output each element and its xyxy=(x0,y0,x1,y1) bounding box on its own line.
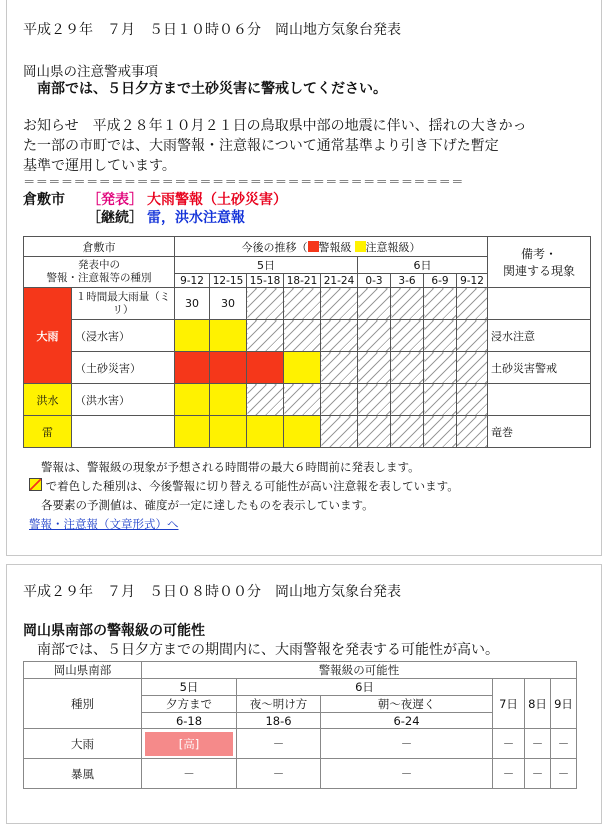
type-label: 種別 xyxy=(24,679,142,729)
no-data-cell xyxy=(358,352,391,384)
possibility-table xyxy=(23,661,577,789)
no-data-cell xyxy=(391,352,424,384)
rainfall-value-cell: 30 xyxy=(210,288,247,320)
element-subtype-label xyxy=(72,416,175,448)
note-warning-timing: 警報は、警報級の現象が予想される時間帯の最大６時間前に発表します。 xyxy=(41,460,420,474)
advisory-level-cell xyxy=(247,416,284,448)
possibility-cell: － xyxy=(493,759,525,789)
remarks-header: 備考・ 関連する現象 xyxy=(488,237,591,288)
notice-line-1: お知らせ 平成２８年１０月２１日の鳥取県中部の地震に伴い、揺れの大きかっ xyxy=(23,118,527,134)
time-slot-header: 9-12 xyxy=(175,274,210,288)
possibility-bulletin-panel xyxy=(6,564,602,824)
no-data-cell xyxy=(457,320,488,352)
possibility-cell xyxy=(142,729,237,759)
separator: ＝＝＝＝＝＝＝＝＝＝＝＝＝＝＝＝＝＝＝＝＝＝＝＝＝＝＝＝＝＝＝＝＝＝＝ xyxy=(23,174,464,189)
bulletin-headline: 南部では、５日夕方まで土砂災害に警戒してください。 xyxy=(23,81,387,97)
range-night: 18-6 xyxy=(237,713,321,729)
time-slot-header: 9-12 xyxy=(457,274,488,288)
bulletin-header: 平成２９年 ７月 ５日１０時０６分 岡山地方気象台発表 xyxy=(23,22,401,38)
t2-day6: 6日 xyxy=(237,679,493,696)
t2-day7: 7日 xyxy=(493,679,525,729)
bulletin-subtitle: 岡山県の注意警戒事項 xyxy=(23,64,158,80)
no-data-cell xyxy=(321,288,358,320)
text-format-link[interactable]: 警報・注意報（文章形式）へ xyxy=(29,517,179,531)
day6-header: 6日 xyxy=(358,257,488,274)
no-data-cell xyxy=(457,352,488,384)
possibility-cell: － xyxy=(525,729,551,759)
no-data-cell xyxy=(424,384,457,416)
no-data-cell xyxy=(391,288,424,320)
element-subtype-label: （浸水害） xyxy=(72,320,175,352)
element-subtype-label: １時間最大雨量（ミリ） xyxy=(72,288,175,320)
no-data-cell xyxy=(321,320,358,352)
no-data-cell xyxy=(391,384,424,416)
period-night: 夜～明け方 xyxy=(237,696,321,713)
no-data-cell xyxy=(247,288,284,320)
no-data-cell xyxy=(284,288,321,320)
no-data-cell xyxy=(247,320,284,352)
day5-header: 5日 xyxy=(175,257,358,274)
warning-level-cell xyxy=(210,352,247,384)
time-slot-header: 18-21 xyxy=(284,274,321,288)
time-slot-header: 0-3 xyxy=(358,274,391,288)
time-slot-header: 3-6 xyxy=(391,274,424,288)
time-slot-header: 6-9 xyxy=(424,274,457,288)
advisory-level-cell xyxy=(175,320,210,352)
no-data-cell xyxy=(358,320,391,352)
no-data-cell xyxy=(358,384,391,416)
possibility-header: 警報級の可能性 xyxy=(142,662,577,679)
upgrade-swatch-icon xyxy=(29,478,42,491)
no-data-cell xyxy=(457,384,488,416)
no-data-cell xyxy=(457,288,488,320)
region-label: 岡山県南部 xyxy=(24,662,142,679)
possibility-cell: － xyxy=(493,729,525,759)
rainfall-value-cell: 30 xyxy=(175,288,210,320)
possibility-cell: － xyxy=(321,759,493,789)
note-colored-types: で着色した種別は、今後警報に切り替える可能性が高い注意報を表しています。 xyxy=(29,478,459,494)
element-subtype-label: （土砂災害） xyxy=(72,352,175,384)
no-data-cell xyxy=(391,416,424,448)
possibility-summary: 南部では、５日夕方までの期間内に、大雨警報を発表する可能性が高い。 xyxy=(23,642,499,658)
remark-cell: 竜巻 xyxy=(488,416,591,448)
remark-cell: 土砂災害警戒 xyxy=(488,352,591,384)
range-evening: 6-18 xyxy=(142,713,237,729)
issued-tag: ［発表］ xyxy=(87,192,143,208)
thunder-label: 雷 xyxy=(24,416,72,448)
corner-city: 倉敷市 xyxy=(24,237,175,257)
bulletin2-header: 平成２９年 ７月 ５日０８時００分 岡山地方気象台発表 xyxy=(23,584,401,600)
notice-line-2: た一部の市町では、大雨警報・注意報について通常基準より引き下げた暫定 xyxy=(23,138,499,154)
possibility-cell: － xyxy=(237,759,321,789)
no-data-cell xyxy=(358,416,391,448)
possibility-cell: － xyxy=(525,759,551,789)
no-data-cell xyxy=(321,384,358,416)
no-data-cell xyxy=(321,416,358,448)
phenomenon-label: 暴風 xyxy=(24,759,142,789)
possibility-cell: － xyxy=(237,729,321,759)
continued-tag: ［継続］ xyxy=(87,210,143,226)
warning-timeline-table xyxy=(23,236,591,448)
possibility-title: 岡山県南部の警報級の可能性 xyxy=(23,623,205,639)
no-data-cell xyxy=(457,416,488,448)
t2-day8: 8日 xyxy=(525,679,551,729)
time-slot-header: 21-24 xyxy=(321,274,358,288)
no-data-cell xyxy=(424,416,457,448)
element-subtype-label: （洪水害） xyxy=(72,384,175,416)
possibility-cell: － xyxy=(551,729,577,759)
remark-cell: 浸水注意 xyxy=(488,320,591,352)
phenomenon-label: 大雨 xyxy=(24,729,142,759)
advisory-level-cell xyxy=(284,352,321,384)
no-data-cell xyxy=(284,384,321,416)
high-possibility-badge: [高] xyxy=(145,732,233,756)
t2-day9: 9日 xyxy=(551,679,577,729)
advisory-level-cell xyxy=(210,320,247,352)
advisory-swatch xyxy=(355,241,366,252)
no-data-cell xyxy=(284,320,321,352)
advisory-level-cell xyxy=(210,384,247,416)
warning-level-cell xyxy=(247,352,284,384)
no-data-cell xyxy=(424,320,457,352)
warning-swatch xyxy=(308,241,319,252)
no-data-cell xyxy=(424,352,457,384)
no-data-cell xyxy=(391,320,424,352)
advisory-level-cell xyxy=(175,384,210,416)
possibility-cell: － xyxy=(551,759,577,789)
issued-warning: 大雨警報（土砂災害） xyxy=(147,192,287,208)
no-data-cell xyxy=(358,288,391,320)
no-data-cell xyxy=(321,352,358,384)
period-day: 朝～夜遅く xyxy=(321,696,493,713)
advisory-level-cell xyxy=(284,416,321,448)
warning-level-cell xyxy=(175,352,210,384)
time-slot-header: 12-15 xyxy=(210,274,247,288)
no-data-cell xyxy=(247,384,284,416)
possibility-cell: － xyxy=(321,729,493,759)
flood-label: 洪水 xyxy=(24,384,72,416)
possibility-cell: － xyxy=(142,759,237,789)
notice-line-3: 基準で運用しています。 xyxy=(23,158,176,174)
note-confidence: 各要素の予測値は、確度が一定に達したものを表示しています。 xyxy=(41,498,374,512)
remark-cell xyxy=(488,384,591,416)
city-name: 倉敷市 xyxy=(23,192,65,208)
continued-advisory: 雷，洪水注意報 xyxy=(147,210,245,226)
remark-cell xyxy=(488,288,591,320)
rain-label: 大雨 xyxy=(24,288,72,384)
advisory-level-cell xyxy=(210,416,247,448)
advisory-level-cell xyxy=(175,416,210,448)
trend-header: 今後の推移（ 警報級 注意報級） xyxy=(175,237,488,257)
time-slot-header: 15-18 xyxy=(247,274,284,288)
warning-bulletin-panel xyxy=(6,0,602,556)
no-data-cell xyxy=(424,288,457,320)
period-evening: 夕方まで xyxy=(142,696,237,713)
corner-subheader: 発表中の 警報・注意報等の種別 xyxy=(24,257,175,288)
range-day: 6-24 xyxy=(321,713,493,729)
t2-day5: 5日 xyxy=(142,679,237,696)
